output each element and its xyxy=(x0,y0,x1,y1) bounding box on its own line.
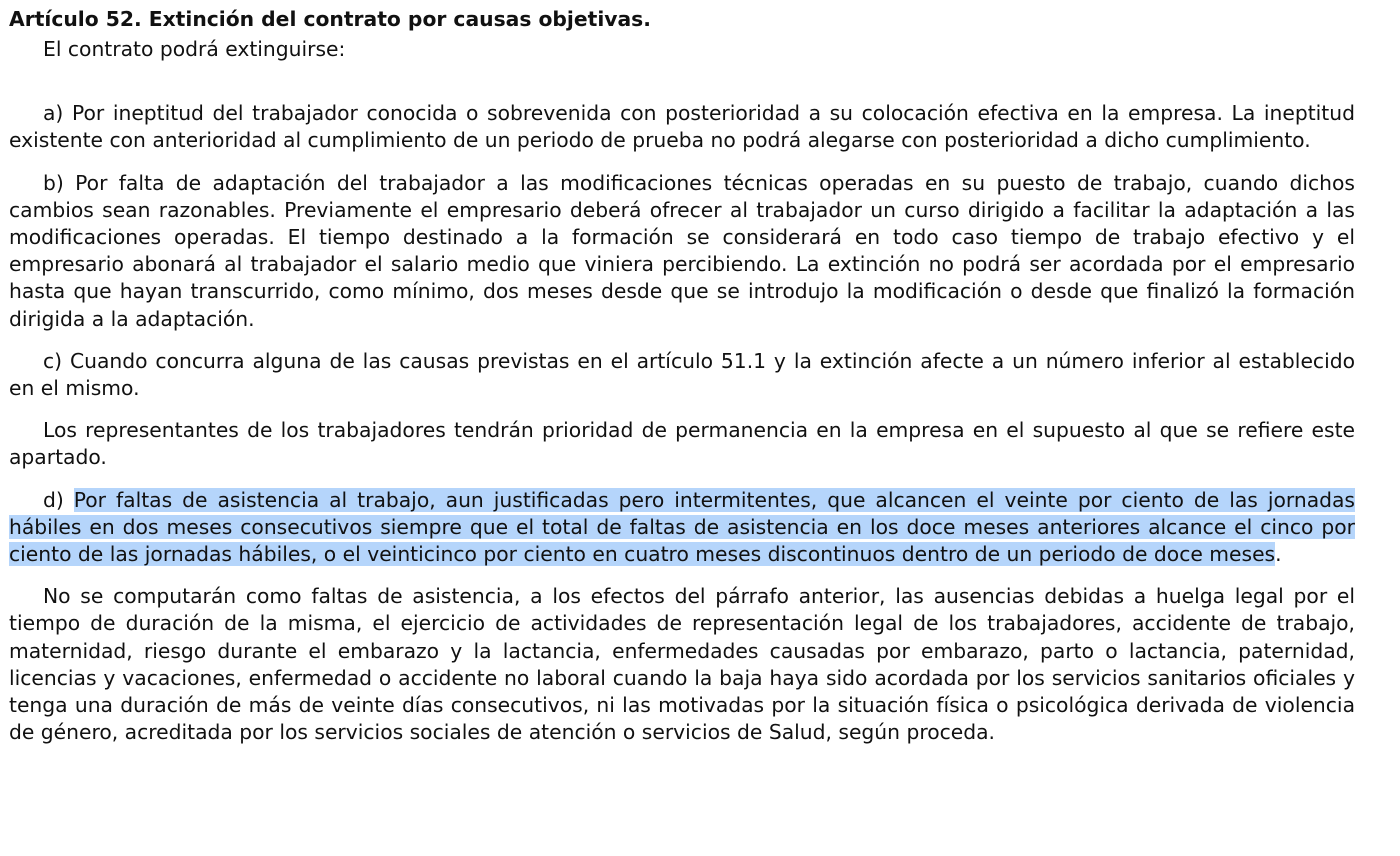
paragraph-representatives: Los representantes de los trabajadores tendrán prioridad de permanencia en la empresa en el supuesto al que se refiere este apartado. xyxy=(9,418,1355,470)
paragraph-d xyxy=(9,487,1355,569)
paragraph-exclusions: No se computarán como faltas de asistencia, a los efectos del párrafo anterior, las ausencias debidas a huelga legal por el tiempo de duración de la misma, el ejercicio de actividades de representación legal de los trabajadores, accidente de trabajo, maternidad, riesgo durante el embarazo y la lactancia, enfermedades causadas por embarazo, parto o lactancia, paternidad, licencias y vacaciones, enfermedad o accidente no laboral cuando la baja haya sido acordada por los servicios sanitarios oficiales y tenga una duración de más de veinte días consecutivos, ni las motivadas por la situación física o psicológica derivada de violencia de género, acreditada por los servicios sociales de atención o servicios de Salud, según proceda. xyxy=(9,584,1355,745)
legal-document xyxy=(9,4,1355,746)
paragraph-c: c) Cuando concurra alguna de las causas previstas en el artículo 51.1 y la extinción afecte a un número inferior al establecido en el mismo. xyxy=(9,348,1355,401)
selected-text-highlight[interactable]: Por faltas de asistencia al trabajo, aun justificadas pero intermitentes, que alcancen el veinte por ciento de las jornadas hábiles en dos meses consecutivos siempre que el total de faltas de asistencia en los doce meses anteriores alcance el cinco por ciento de las jornadas hábiles, o el veinticinco por ciento en cuatro meses discontinuos dentro de un periodo de doce meses xyxy=(9,487,1355,567)
paragraph-b: b) Por falta de adaptación del trabajador a las modificaciones técnicas operadas en su puesto de trabajo, cuando dichos cambios sean razonables. Previamente el empresario deberá ofrecer al trabajador un curso dirigido a facilitar la adaptación a las modificaciones operadas. El tiempo destinado a la formación se considerará en todo caso tiempo de trabajo efectivo y el empresario abonará al trabajador el salario medio que viniera percibiendo. La extinción no podrá ser acordada por el empresario hasta que hayan transcurrido, como mínimo, dos meses desde que se introdujo la modificación o desde que finalizó la formación dirigida a la adaptación. xyxy=(9,170,1355,331)
intro-paragraph: El contrato podrá extinguirse: xyxy=(43,37,346,61)
paragraph-a: a) Por ineptitud del trabajador conocida o sobrevenida con posterioridad a su colocación efectiva en la empresa. La ineptitud existente con anterioridad al cumplimiento de un periodo de prueba no podrá alegarse con posterioridad a dicho cumplimiento. xyxy=(9,101,1355,153)
article-title: Artículo 52. Extinción del contrato por causas objetivas. xyxy=(9,7,651,31)
paragraph-d-prefix: d) xyxy=(43,487,74,512)
paragraph-d-suffix: . xyxy=(1275,542,1282,567)
